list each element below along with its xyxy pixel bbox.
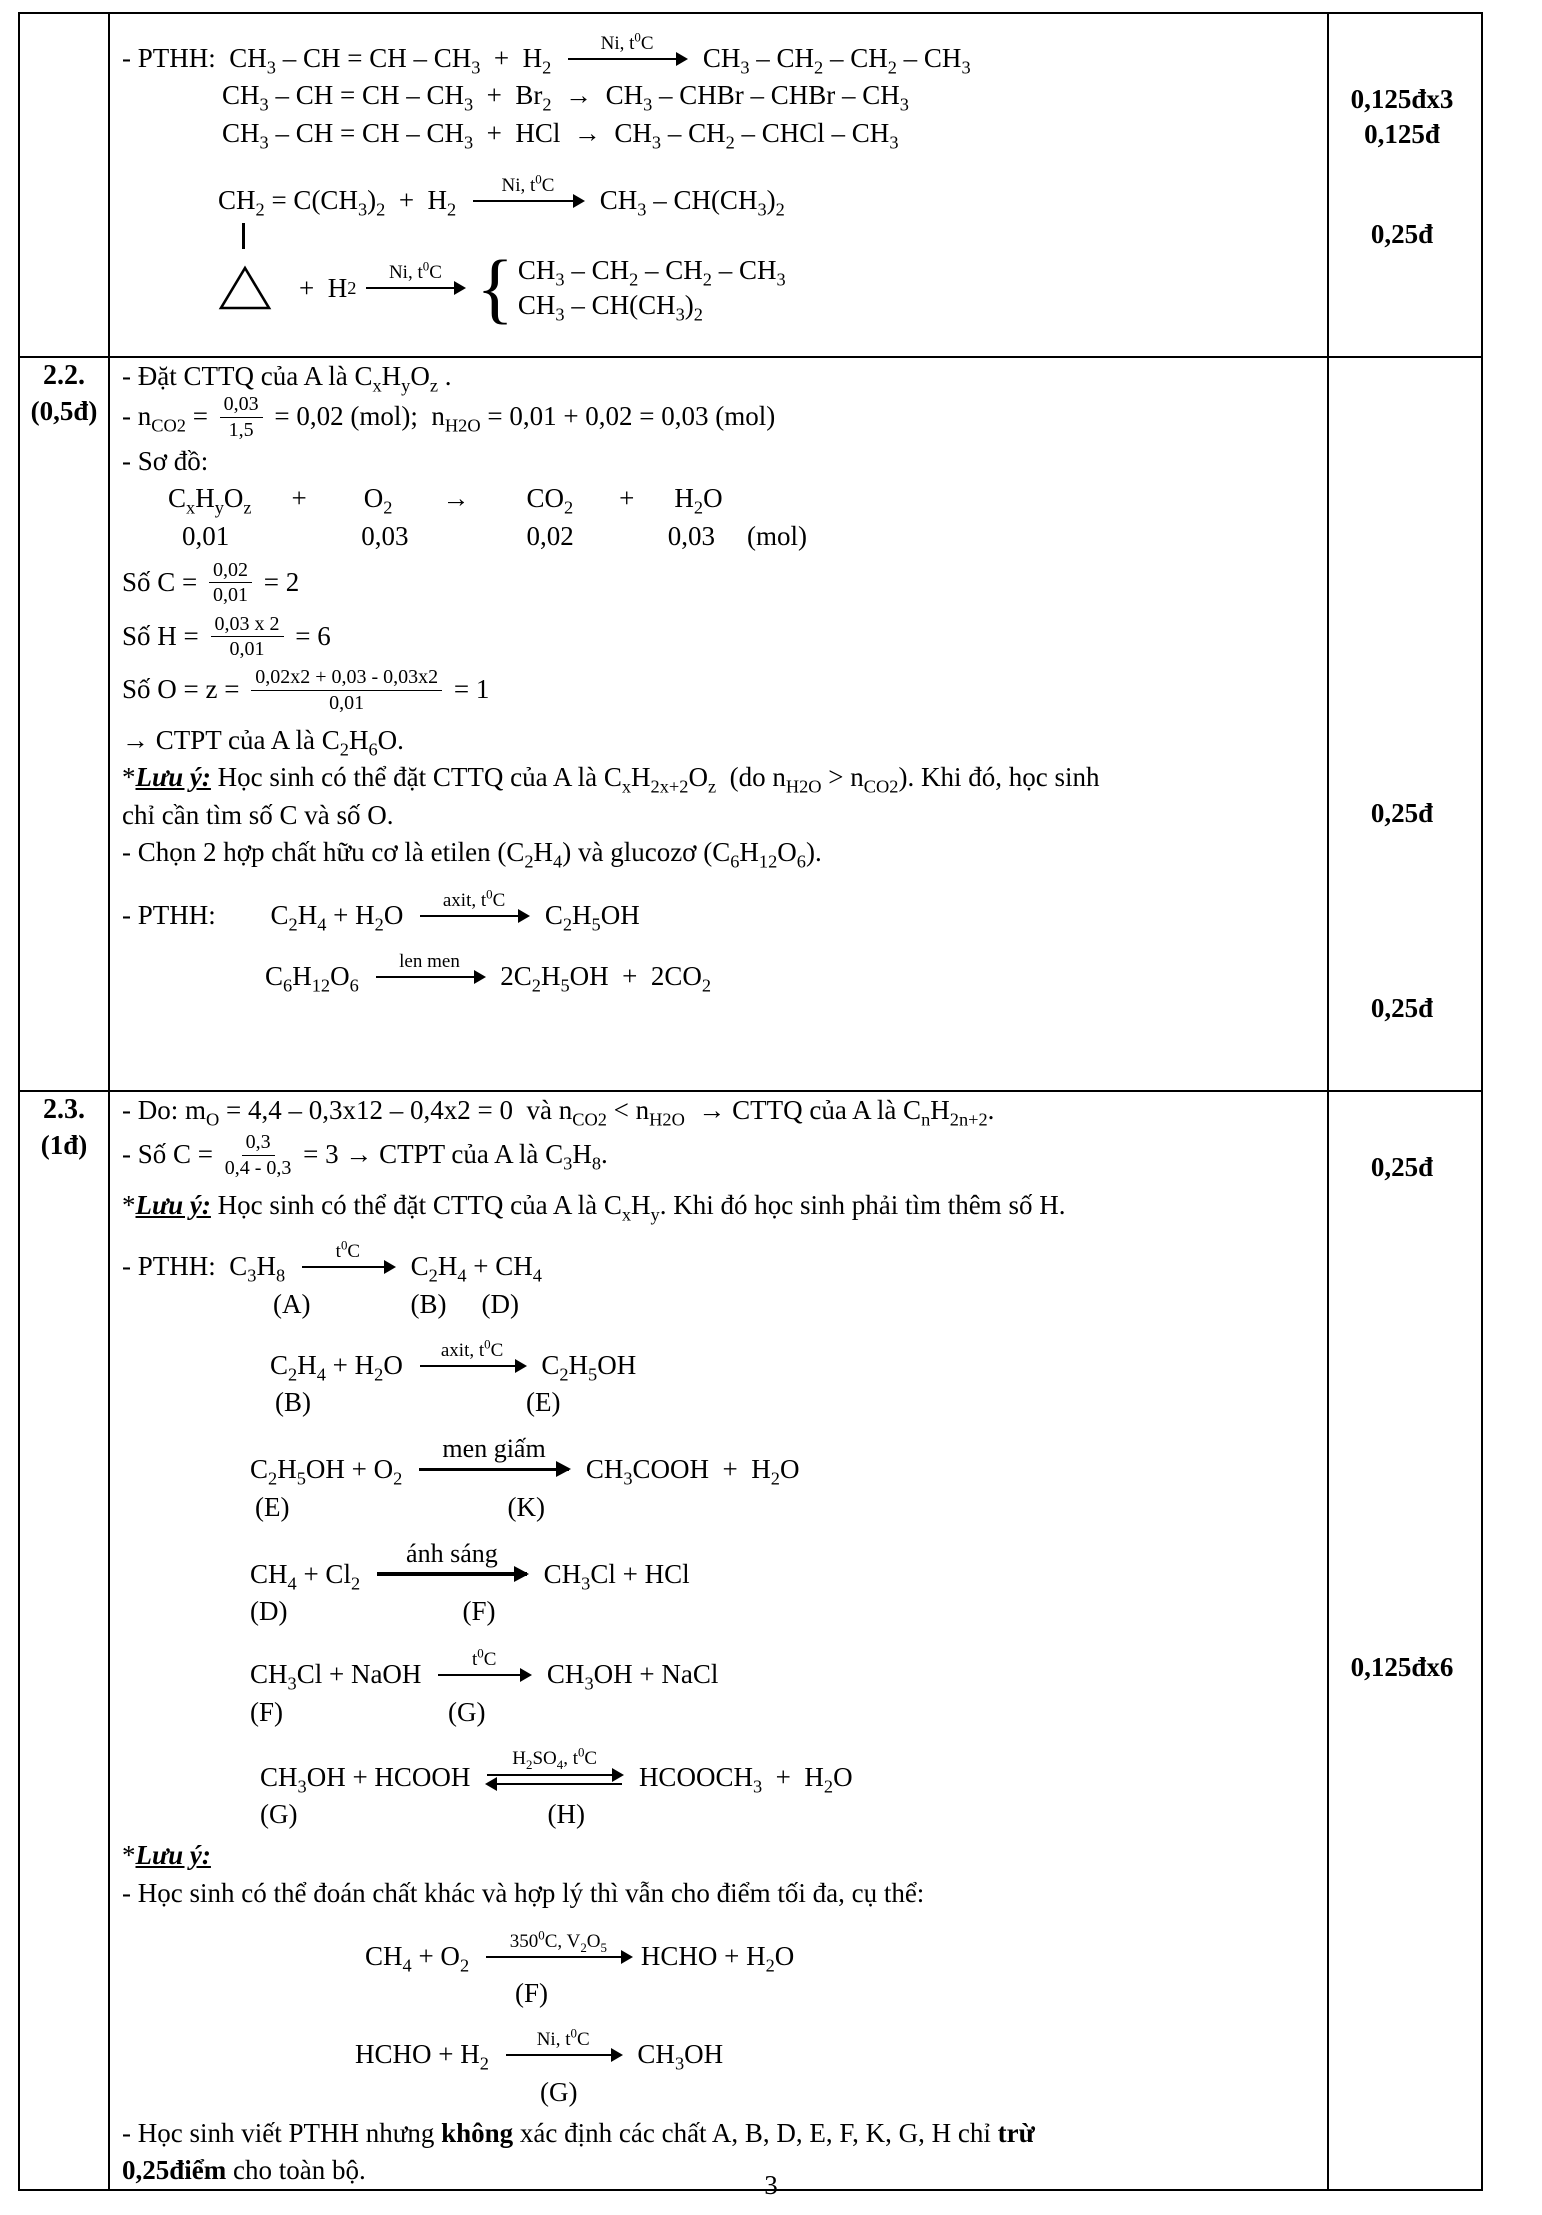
- score-value: 0,125đx3: [1350, 84, 1454, 114]
- text-line: *Lưu ý:: [122, 1840, 211, 1871]
- text-line: $CH_3OH$ + HCOOH $H_2SO_4$, $t^0C$ $HCOOCH_3 + H_2O$: [260, 1744, 853, 1797]
- reaction-arrow: [473, 171, 583, 202]
- text-line: - Học sinh có thể đoán chất khác và hợp lý thì vẫn cho điểm tối đa, cụ thể:: [122, 1877, 925, 1908]
- text-line: (G): [540, 2076, 578, 2107]
- text-line: Số O = z = $\frac{0,02x2 + 0,03 - 0,03x2}{0,01}$ = 1: [122, 666, 490, 714]
- text-line: HCHO + $H_2$ Ni, $t^0C$ $CH_3OH$: [355, 2025, 724, 2074]
- points-cell: [1328, 1091, 1482, 2190]
- reaction-arrow: [366, 258, 464, 289]
- text-line: $C_6H_{12}O_6$ len men $2C_2H_5OH + 2CO_2$: [265, 951, 712, 996]
- score-value: 0,25đ: [1370, 1152, 1434, 1182]
- reaction-condition: $350^0C$, $V_2O_5$: [509, 1927, 607, 1955]
- score-value: 0,25đ: [1370, 219, 1434, 249]
- reaction-arrow: [568, 29, 686, 60]
- question-score: (0,5đ): [30, 396, 98, 427]
- reaction-condition: len men: [399, 951, 460, 973]
- points-cell: [1328, 357, 1482, 1091]
- score-value: 0,25đ: [1370, 993, 1434, 1023]
- text-line: $CH_3$ – CH = CH – $CH_3 + Br_2 \to CH_3$ – CHBr – CHBr – $CH_3$: [222, 80, 909, 115]
- points-cell: [1328, 13, 1482, 357]
- fraction: $\frac{0,03 x 2}{0,01}$: [211, 613, 284, 661]
- text-line: Số C = $\frac{0,02}{0,01}$ = 2: [122, 558, 300, 607]
- answer-content-cell: [109, 1091, 1328, 2190]
- text-line: - $n_{CO2}$ = $\frac{0,03}{1,5}$ = 0,02 (mol); $n_{H2O} = 0,01 + 0,02 = 0,03$ (mol): [122, 393, 776, 441]
- equation-line: + H 2 Ni, $t^0C$ { $CH_3 - CH_2 - CH_2 - CH_3$ $CH_3 - CH(CH_3)_2$: [218, 253, 1327, 323]
- reaction-arrow: [302, 1237, 394, 1268]
- score-value: 0,125đ: [1364, 119, 1440, 149]
- text-line: (G) (H): [260, 1799, 585, 1830]
- page-number: 3: [764, 2170, 778, 2200]
- text-line: $CH_4 + O_2$ $350^0C$, $V_2O_5$ HCHO + $H_2O$: [365, 1927, 795, 1976]
- reaction-condition: Ni, $t^0C$: [388, 258, 442, 284]
- text-line: 0,25điểm cho toàn bộ.: [122, 2155, 366, 2186]
- reaction-condition: $t^0C$: [335, 1237, 361, 1263]
- fraction: $\frac{0,03}{1,5}$: [220, 393, 263, 441]
- reaction-condition: Ni, $t^0C$: [600, 29, 654, 54]
- fraction: $\frac{0,02x2 + 0,03 - 0,03x2}{0,01}$: [251, 666, 442, 714]
- answer-content-cell: [109, 13, 1328, 357]
- fraction: $\frac{0,3}{0,4 - 0,3}$: [224, 1131, 292, 1179]
- text-line: 0,01 0,03 0,02 0,03 (mol): [182, 520, 807, 551]
- text-line: - Số C = $\frac{0,3}{0,4 - 0,3}$ = 3 → CTPT của A là $C_3H_8$.: [122, 1131, 608, 1179]
- cyclopropane-triangle-icon: [218, 265, 272, 311]
- equilibrium-arrow: [487, 1744, 622, 1785]
- reaction-condition: axit, $t^0C$: [442, 886, 506, 912]
- text-line: (E) (K): [255, 1491, 545, 1522]
- text-line: → CTPT của A là $C_2H_6O$.: [122, 725, 404, 760]
- text-line: (A) (B) (D): [273, 1288, 519, 1319]
- text-line: (F) (G): [250, 1696, 486, 1727]
- text-line: - PTHH: $C_3H_8$ $t^0C$ $C_2H_4 + CH_4$: [122, 1237, 542, 1286]
- answer-content-cell: [109, 357, 1328, 1091]
- reaction-condition: $t^0C$: [471, 1645, 497, 1671]
- text-line: *Lưu ý: Học sinh có thể đặt CTTQ của A là $C_xH_y$. Khi đó học sinh phải tìm thêm số H.: [122, 1190, 1066, 1225]
- text-line: Số H = $\frac{0,03 x 2}{0,01}$ = 6: [122, 612, 331, 660]
- score-value: 0,25đ: [1370, 798, 1434, 828]
- question-score: (1đ): [40, 1130, 88, 1161]
- text-line: $CH_2 = C(CH_3)_2 + H_2$ Ni, $t^0C$ $CH_3 - CH(CH_3)_2$: [218, 171, 785, 220]
- answer-key-page: [0, 12, 1542, 2215]
- answer-table-body: [19, 13, 1482, 2190]
- reaction-condition: Ni, $t^0C$: [536, 2025, 590, 2051]
- table-row-q2.1-continued: [19, 13, 1482, 357]
- reaction-arrow: [438, 1645, 530, 1676]
- text-line: - Sơ đồ:: [122, 446, 209, 477]
- reaction-arrow: [377, 1538, 527, 1576]
- reaction-arrow: [376, 951, 484, 978]
- question-number-cell: [19, 1091, 109, 2190]
- reaction-arrow: [419, 1434, 569, 1472]
- text-line: $C_2H_4 + H_2O$ axit, $t^0C$ $C_2H_5OH$: [270, 1336, 637, 1385]
- table-row-q2.2: [19, 357, 1482, 1091]
- text-line: - PTHH: $CH_3$ – CH = CH – $CH_3 + H_2$ Ni, $t^0C$ $CH_3 - CH_2 - CH_2 - CH_3$: [122, 29, 971, 78]
- reaction-arrow: [420, 886, 528, 917]
- text-line: - Đặt CTTQ của A là $C_xH_yO_z$ .: [122, 361, 452, 396]
- text-line: - PTHH: $C_2H_4 + H_2O$ axit, $t^0C$ $C_2H_5OH$: [122, 886, 640, 935]
- product-option: $CH_3 - CH(CH_3)_2$: [517, 290, 703, 325]
- table-row-q2.3: [19, 1091, 1482, 2190]
- text-line: chỉ cần tìm số C và số O.: [122, 799, 394, 830]
- text-line: $CH_4 + Cl_2$ ánh sáng $CH_3Cl$ + HCl: [250, 1538, 690, 1594]
- question-number: 2.3.: [43, 1094, 85, 1125]
- reaction-condition: Ni, $t^0C$: [501, 171, 555, 196]
- answer-key-table: [18, 12, 1483, 2191]
- text-line: (B) (E): [275, 1387, 561, 1418]
- text-line: $CH_3Cl$ + NaOH $t^0C$ $CH_3OH$ + NaCl: [250, 1645, 719, 1694]
- reaction-condition: men giấm: [442, 1434, 546, 1464]
- text-line: $CH_3$ – CH = CH – $CH_3$ + HCl → $CH_3 - CH_2$ – CHCl – $CH_3$: [222, 117, 899, 152]
- text-line: (D) (F): [250, 1596, 496, 1627]
- reaction-arrow: [506, 2025, 621, 2056]
- text-line: $C_2H_5OH + O_2$ men giấm $CH_3COOH + H_2O$: [250, 1434, 800, 1489]
- text-line: $C_xH_yO_z + O_2 \to CO_2 + H_2O$: [168, 483, 723, 518]
- text-line: - Chọn 2 hợp chất hữu cơ là etilen $(C_2H_4)$ và glucozơ $(C_6H_{12}O_6)$.: [122, 836, 822, 872]
- reaction-condition: $H_2SO_4$, $t^0C$: [512, 1744, 598, 1772]
- text-line: - Do: $m_O = 4,4 - 0,3x12 - 0,4x2 = 0$ và $n_{CO2} < n_{H2O}$ → CTTQ của A là $C_nH_{2n+2}$.: [122, 1095, 995, 1130]
- question-number-cell: [19, 357, 109, 1091]
- reaction-arrow: [420, 1336, 525, 1367]
- bond-line: [242, 223, 245, 249]
- text-line: (F): [515, 1978, 548, 2009]
- text-line: - Học sinh viết PTHH nhưng không xác định các chất A, B, D, E, F, K, G, H chỉ trừ: [122, 2117, 1035, 2148]
- reaction-condition: axit, $t^0C$: [440, 1336, 504, 1361]
- question-number-cell: [19, 13, 109, 357]
- reaction-arrow: [486, 1927, 631, 1958]
- brace-icon: {: [476, 244, 514, 332]
- reaction-condition: ánh sáng: [406, 1538, 498, 1568]
- question-number: 2.2.: [43, 360, 85, 391]
- score-value: 0,125đx6: [1350, 1652, 1454, 1682]
- text-line: *Lưu ý: Học sinh có thể đặt CTTQ của A là $C_xH_{2x+2}O_z$ (do $n_{H2O} > n_{CO2}$). Khi đó, học sinh: [122, 762, 1100, 797]
- product-option: $CH_3 - CH_2 - CH_2 - CH_3$: [517, 255, 786, 290]
- fraction: $\frac{0,02}{0,01}$: [209, 559, 252, 607]
